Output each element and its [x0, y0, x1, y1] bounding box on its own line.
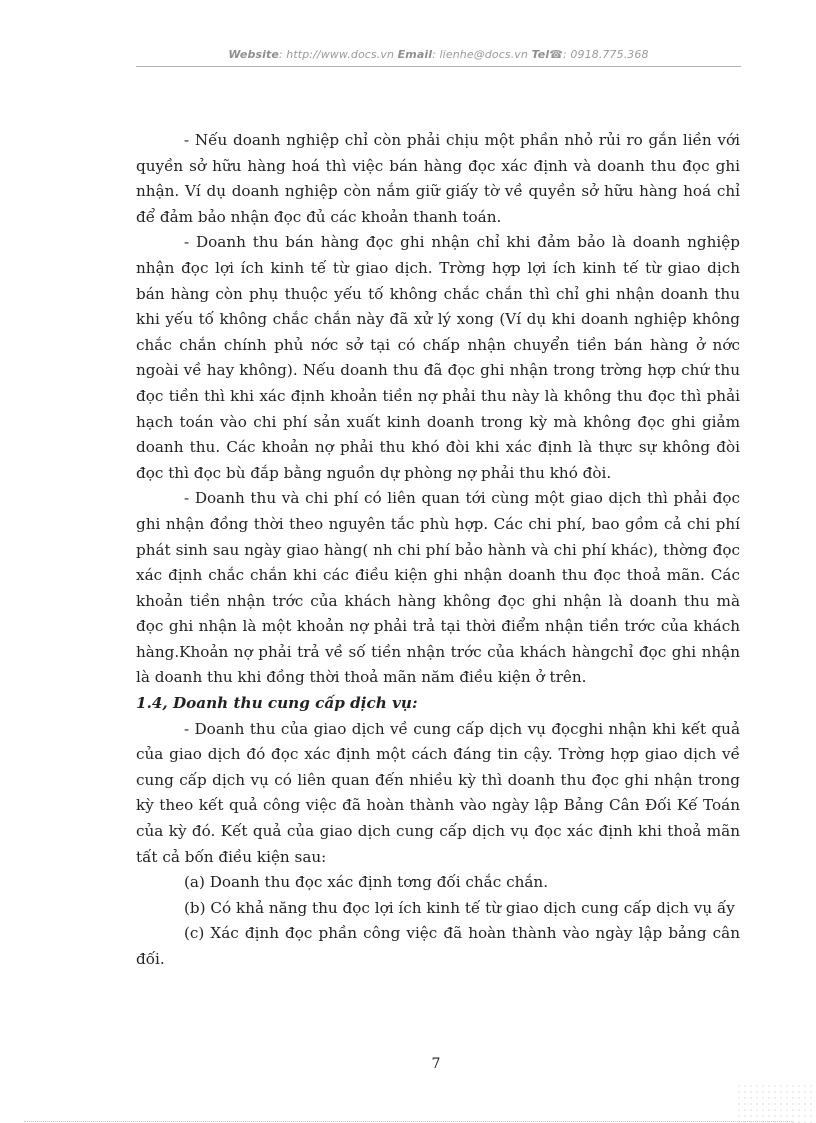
paragraph-2: - Doanh thu bán hàng đọc ghi nhận chỉ khi đảm bảo là doanh nghiệp nhận đọc lợi ích kinh tế từ giao dịch. Trờng hợp lợi ích kinh tế từ giao dịch bán hàng còn phụ thuộc yếu tố không chắc chắn thì chỉ ghi nhận doanh thu khi yếu tố không chắc chắn này đã xử lý xong (Ví dụ khi doanh nghiệp không chắc chắn chính phủ nớc sở tại có chấp nhận chuyển tiền bán hàng ở nớc ngoài về hay không). Nếu doanh thu đã đọc ghi nhận trong trờng hợp chứ thu đọc tiền thì khi xác định khoản tiền nợ phải thu này là không thu đọc thì phải hạch toán vào chi phí sản xuất kinh doanh trong kỳ mà không đọc ghi giảm doanh thu. Các khoản nợ phải thu khó đòi khi xác định là thực sự không đòi đọc thì đọc bù đắp bằng nguồn dự phòng nợ phải thu khó đòi. [136, 233, 740, 482]
website-label: Website [228, 48, 279, 61]
page-header [136, 48, 741, 61]
tel-value: ☎: 0918.775.368 [549, 48, 649, 61]
email-value: : lienhe@docs.vn [432, 48, 528, 61]
footer-divider [24, 1121, 794, 1122]
paragraph-3: - Doanh thu và chi phí có liên quan tới cùng một giao dịch thì phải đọc ghi nhận đồng thời theo nguyên tắc phù hợp. Các chi phí, bao gồm cả chi phí phát sinh sau ngày giao hàng( nh chi phí bảo hành và chi phí khác), thờng đọc xác định chắc chắn khi các điều kiện ghi nhận doanh thu đọc thoả mãn. Các khoản tiền nhận trớc của khách hàng không đọc ghi nhận là doanh thu mà đọc ghi nhận là một khoản nợ phải trả tại thời điểm nhận tiền trớc của khách hàng.Khoản nợ phải trả về số tiền nhận trớc của khách hàngchỉ đọc ghi nhận là doanh thu khi đồng thời thoả mãn năm điều kiện ở trên. [136, 489, 740, 687]
document-body [136, 128, 740, 973]
condition-a: (a) Doanh thu đọc xác định tơng đối chắc chắn. [184, 873, 549, 892]
paragraph-1: - Nếu doanh nghiệp chỉ còn phải chịu một phần nhỏ rủi ro gắn liền với quyền sở hữu hàng hoá thì việc bán hàng đọc xác định và doanh thu đọc ghi nhận. Ví dụ doanh nghiệp còn nắm giữ giấy tờ về quyền sở hữu hàng hoá chỉ để đảm bảo nhận đọc đủ các khoản thanh toán. [136, 131, 740, 226]
corner-decoration [736, 1083, 816, 1123]
condition-b: (b) Có khả năng thu đọc lợi ích kinh tế từ giao dịch cung cấp dịch vụ ấy [184, 898, 735, 917]
website-value: : http://www.docs.vn [278, 48, 395, 61]
tel-label: Tel [531, 48, 550, 61]
section-paragraph: - Doanh thu của giao dịch về cung cấp dịch vụ đọcghi nhận khi kết quả của giao dịch đó đọc xác định một cách đáng tin cậy. Trờng hợp giao dịch về cung cấp dịch vụ có liên quan đến nhiều kỳ thì doanh thu đọc ghi nhận trong kỳ theo kết quả công việc đã hoàn thành vào ngày lập Bảng Cân Đối Kế Toán của kỳ đó. Kết quả của giao dịch cung cấp dịch vụ đọc xác định khi thoả mãn tất cả bốn điều kiện sau: [136, 719, 740, 866]
header-divider [136, 66, 741, 67]
section-heading: 1.4, Doanh thu cung cấp dịch vụ: [136, 694, 418, 713]
condition-c: (c) Xác định đọc phần công việc đã hoàn thành vào ngày lập bảng cân đối. [136, 924, 740, 968]
page-number: 7 [431, 1056, 441, 1072]
email-label: Email [397, 48, 433, 61]
